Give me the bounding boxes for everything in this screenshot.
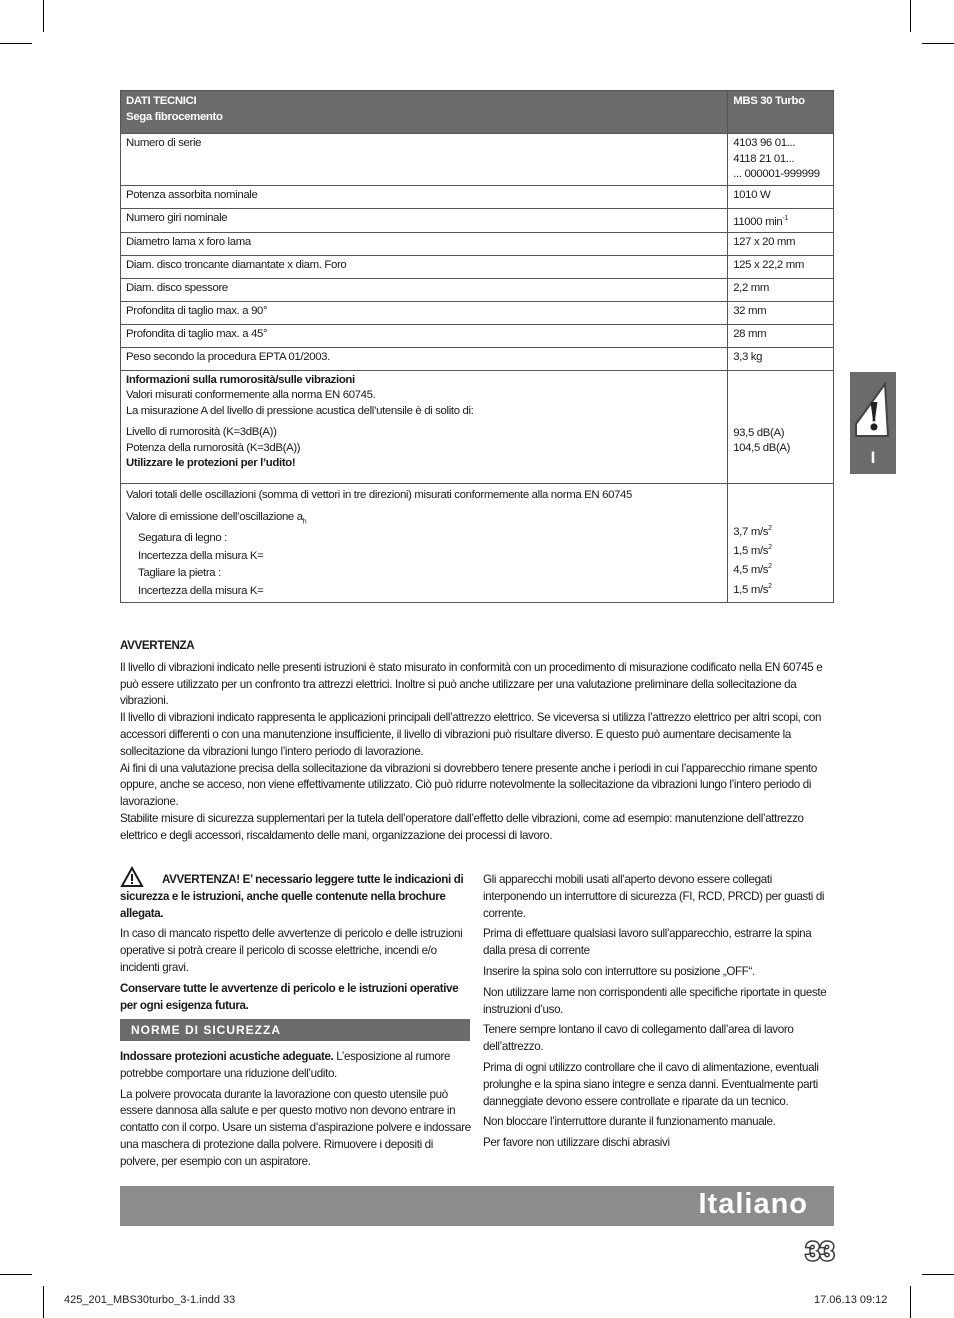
table-row — [121, 185, 834, 208]
crop-mark — [43, 0, 44, 32]
row-value: 2,2 mm — [728, 278, 834, 301]
crop-mark — [43, 1286, 44, 1318]
noise-level-label: Livello di rumorosità (K=3dB(A)) — [126, 426, 277, 439]
section-bar — [120, 1019, 470, 1041]
language-letter: I — [870, 448, 876, 467]
paragraph: Tenere sempre lontano il cavo di collegamento dall’area di lavoro dell’attrezzo. — [483, 1023, 794, 1054]
row-label: Potenza assorbita nominale — [121, 185, 728, 208]
section-title: NORME DI SICUREZZA — [131, 1023, 281, 1037]
wood-cutting-label: Segatura di legno : — [138, 532, 227, 545]
table-row — [121, 278, 834, 301]
table-row — [121, 134, 834, 186]
vibration-value — [733, 579, 828, 598]
warning-heading-text: AVVERTENZA! E’ necessario leggere tutte le indicazioni di sicurezza e le istruzioni, anche quelle contenute nella brochure allegata. — [120, 873, 464, 920]
warning-triangle-icon — [120, 866, 144, 888]
row-label: Diametro lama x foro lama — [121, 232, 728, 255]
table-row — [121, 208, 834, 232]
speed-value: 11000 min — [733, 215, 783, 228]
speed-unit-exponent: -1 — [782, 214, 788, 222]
crop-mark — [910, 1286, 911, 1318]
vibration-warning-section — [120, 638, 836, 845]
section-heading: AVVERTENZA — [120, 639, 195, 652]
serial-line: 4118 21 01... — [733, 152, 795, 165]
svg-text:!: ! — [865, 394, 883, 438]
paragraph: Gli apparecchi mobili usati all’aperto devono essere collegati interponendo un interruttore di sicurezza (FI, RCD, PRCD) per guasti di corrente. — [483, 873, 825, 920]
slug-filename: 425_201_MBS30turbo_3-1.indd 33 — [64, 1294, 236, 1306]
row-label: Diam. disco troncante diamantate x diam. Foro — [121, 255, 728, 278]
paragraph: Stabilite misure di sicurezza supplementari per la tutela dell’operatore dall’effetto delle vibrazioni, come ad esempio: manutenzione dell’attrezzo elettrico e degli accessori, riscaldamento delle mani, organizzazione dei processi di lavoro. — [120, 811, 804, 842]
row-value — [728, 208, 834, 232]
paragraph: Prima di ogni utilizzo controllare che il cavo di alimentazione, eventuali prolunghe e la spina siano integre e senza danni. Eventualmente parti danneggiate devono essere controllate e riparate da un tecnico. — [483, 1060, 819, 1108]
noise-title: Informazioni sulla rumorosità/sulle vibrazioni — [126, 373, 355, 386]
unit-exponent: 2 — [768, 563, 772, 571]
paragraph: Inserire la spina solo con interruttore su posizione „OFF“. — [483, 964, 755, 978]
crop-mark — [922, 1274, 954, 1275]
table-header-row — [121, 91, 834, 134]
noise-measure-note: La misurazione A del livello di pressione acustica dell’utensile è di solito di: — [126, 404, 474, 417]
table-row — [121, 255, 834, 278]
technical-data-table — [120, 90, 834, 603]
table-header-model: MBS 30 Turbo — [728, 91, 834, 134]
crop-mark — [0, 43, 32, 44]
unit-exponent: 2 — [768, 582, 772, 590]
language-footer-band — [120, 1186, 834, 1226]
noise-info — [121, 370, 728, 483]
left-column — [120, 872, 472, 1014]
emission-label — [126, 510, 722, 530]
value-number: 1,5 — [733, 544, 748, 557]
right-column — [483, 872, 835, 1152]
hearing-bold: Indossare protezioni acustiche adeguate. — [120, 1050, 334, 1063]
noise-standard: Valori misurati conformemente alla norma EN 60745. — [126, 389, 376, 402]
vibration-row — [121, 483, 834, 602]
hearing-protection-warning: Utilizzare le protezioni per l’udito! — [126, 457, 296, 470]
crop-mark — [922, 43, 954, 44]
row-label: Numero giri nominale — [121, 208, 728, 232]
row-value: 32 mm — [728, 301, 834, 324]
table-row — [121, 232, 834, 255]
hearing-text: L’esposizione al rumore potrebbe comportare una riduzione dell’udito. — [120, 1050, 451, 1080]
table-row — [121, 347, 834, 370]
noise-power-label: Potenza della rumorosità (K=3dB(A)) — [126, 441, 301, 454]
paragraph: Non bloccare l’interruttore durante il funzionamento manuale. — [483, 1115, 776, 1129]
table-header-title — [121, 91, 728, 134]
vibration-value — [733, 559, 828, 578]
uncertainty-label: Incertezza della misura K= — [138, 549, 264, 562]
row-label: Profondita di taglio max. a 45° — [121, 324, 728, 347]
serial-line: 4103 96 01... — [733, 137, 796, 149]
table-row — [121, 301, 834, 324]
paragraph — [120, 1049, 472, 1083]
vibration-values — [728, 483, 834, 602]
row-label: Diam. disco spessore — [121, 278, 728, 301]
value-unit: m/s — [750, 525, 769, 538]
paragraph: Non utilizzare lame non corrispondenti alle specifiche riportate in queste instruzioni d’uso. — [483, 985, 827, 1016]
header-title: DATI TECNICI — [126, 95, 197, 107]
row-value: 3,3 kg — [728, 347, 834, 370]
noise-power-value: 104,5 dB(A) — [733, 442, 791, 455]
row-value: 28 mm — [728, 324, 834, 347]
language-side-tab — [850, 372, 896, 474]
noise-values — [728, 370, 834, 483]
row-value: 127 x 20 mm — [728, 232, 834, 255]
emission-subscript: h — [302, 518, 307, 526]
unit-exponent: 2 — [768, 544, 772, 552]
row-label: Numero di serie — [121, 134, 728, 186]
warning-triangle-icon — [852, 374, 894, 438]
vibration-value — [733, 540, 828, 559]
left-column-lower — [120, 1049, 472, 1171]
crop-mark — [910, 0, 911, 32]
row-value: 1010 W — [728, 185, 834, 208]
uncertainty-label: Incertezza della misura K= — [138, 584, 264, 597]
vibration-intro: Valori totali delle oscillazioni (somma di vettori in tre direzioni) misurati conformemente alla norma EN 60745 — [126, 488, 633, 501]
table-row — [121, 324, 834, 347]
page-number-text: 33 — [805, 1236, 835, 1266]
paragraph: La polvere provocata durante la lavorazione con questo utensile può essere dannosa alla salute e per questo motivo non devono entrare in contatto con il corpo. Usare un sistema d’aspirazione polvere e indossare una maschera di protezione dalla polvere. Rimuovere i depositi di polvere, per esempio con un aspiratore. — [120, 1087, 471, 1168]
slug-date: 17.06.13 09:12 — [814, 1294, 888, 1306]
keep-instructions-text: Conservare tutte le avvertenze di pericolo e le istruzioni operative per ogni esigenza futura. — [120, 981, 459, 1012]
language-label: Italiano — [698, 1188, 808, 1220]
page-number — [800, 1236, 840, 1266]
paragraph: Prima di effettuare qualsiasi lavoro sull’apparecchio, estrarre la spina dalla presa di corrente — [483, 927, 812, 958]
vibration-info — [121, 483, 728, 602]
paragraph: Il livello di vibrazioni indicato nelle presenti istruzioni è stato misurato in conformità con un procedimento di misurazione codificato nella EN 60745 e può essere utilizzato per un confronto tra attrezzi elettrici. Inoltre si può anche utilizzare per una valutazione preliminare della sollecitazione da vibrazioni. — [120, 660, 823, 708]
row-label: Profondita di taglio max. a 90° — [121, 301, 728, 324]
noise-level-value: 93,5 dB(A) — [733, 426, 785, 439]
emission-label-text: Valore di emissione dell’oscillazione a — [126, 511, 303, 524]
stone-cutting-label: Tagliare la pietra : — [138, 567, 221, 580]
unit-exponent: 2 — [768, 524, 772, 532]
paragraph: Per favore non utilizzare dischi abrasivi — [483, 1136, 670, 1150]
row-label: Peso secondo la procedura EPTA 01/2003. — [121, 347, 728, 370]
row-value — [728, 134, 834, 186]
value-number: 4,5 — [733, 564, 748, 577]
paragraph: Il livello di vibrazioni indicato rappresenta le applicazioni principali dell’attrezzo elettrico. Se viceversa si utilizza l’attrezzo elettrico per altri scopi, con accessori differenti o con una manutenzione insufficiente, il livello di vibrazioni può risultare diverso. E questo può aumentare decisamente la sollecitazione da vibrazioni lungo l’intero periodo di lavorazione. — [120, 711, 822, 758]
crop-mark — [0, 1274, 32, 1275]
header-subtitle: Sega fibrocemento — [126, 110, 223, 123]
value-unit: m/s — [750, 564, 769, 577]
noise-row — [121, 370, 834, 483]
serial-line: ... 000001-999999 — [733, 168, 820, 180]
value-unit: m/s — [750, 544, 769, 557]
vibration-value — [733, 521, 828, 540]
paragraph: In caso di mancato rispetto delle avvertenze di pericolo e delle istruzioni operative si potrà creare il pericolo di scosse elettriche, incendi e/o incidenti gravi. — [120, 927, 463, 974]
paragraph: Ai fini di una valutazione precisa della sollecitazione da vibrazioni si dovrebbero tenere presente anche i periodi in cui l’apparecchio rimane spento oppure, anche se acceso, non viene effettivamente utilizzato. Ciò può ridurre notevolmente la sollecitazione da vibrazioni lungo l’intero periodo di lavorazione. — [120, 761, 818, 809]
row-value: 125 x 22,2 mm — [728, 255, 834, 278]
value-unit: m/s — [750, 583, 769, 596]
value-number: 3,7 — [733, 525, 748, 538]
value-number: 1,5 — [733, 583, 748, 596]
